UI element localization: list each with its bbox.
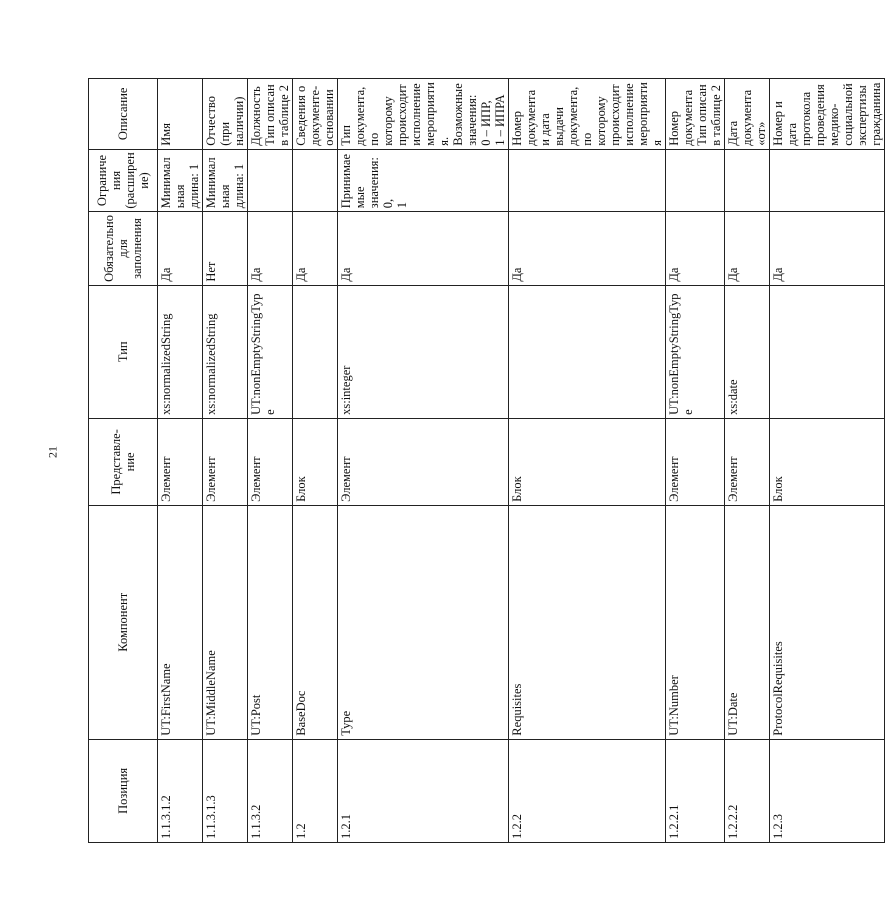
cell-mandatory: Да: [248, 212, 293, 285]
cell-representation: Блок: [509, 418, 666, 505]
cell-description: Дата документа «от»: [725, 79, 770, 150]
cell-position: 1.1.3.2: [248, 739, 293, 842]
cell-description: Отчество (при наличии): [203, 79, 248, 150]
cell-component: UT:Date: [725, 505, 770, 739]
cell-type: [770, 285, 885, 418]
cell-type: [509, 285, 666, 418]
cell-mandatory: Да: [338, 212, 509, 285]
cell-mandatory: Да: [158, 212, 203, 285]
cell-representation: Элемент: [203, 418, 248, 505]
cell-description: Имя: [158, 79, 203, 150]
rotated-table-container: [88, 78, 883, 843]
cell-component: UT:MiddleName: [203, 505, 248, 739]
cell-type: xs:integer: [338, 285, 509, 418]
table-row: [725, 79, 770, 843]
cell-mandatory: Нет: [203, 212, 248, 285]
components-table: [88, 78, 885, 843]
header-restrictions: Ограничения (расширение): [89, 149, 158, 212]
cell-component: UT:FirstName: [158, 505, 203, 739]
cell-mandatory: Да: [725, 212, 770, 285]
header-component: Компонент: [89, 505, 158, 739]
cell-mandatory: Да: [770, 212, 885, 285]
cell-description: Номер и дата протокола проведения медико-социальной экспертизы гражданина: [770, 79, 885, 150]
header-mandatory: Обязательно для заполнения: [89, 212, 158, 285]
cell-type: UT:nonEmptyStringType: [248, 285, 293, 418]
cell-mandatory: Да: [293, 212, 338, 285]
cell-restrictions: [770, 149, 885, 212]
table-row: [203, 79, 248, 843]
cell-representation: Элемент: [248, 418, 293, 505]
table-body: [158, 79, 885, 843]
cell-representation: Элемент: [338, 418, 509, 505]
cell-restrictions: [666, 149, 725, 212]
cell-component: UT:Number: [666, 505, 725, 739]
cell-component: Requisites: [509, 505, 666, 739]
cell-type: [293, 285, 338, 418]
cell-description: Номер документа Тип описан в таблице 2: [666, 79, 725, 150]
cell-mandatory: Да: [509, 212, 666, 285]
cell-representation: Блок: [770, 418, 885, 505]
cell-restrictions: Минимальная длина: 1: [158, 149, 203, 212]
cell-component: UT:Post: [248, 505, 293, 739]
table-row: [666, 79, 725, 843]
table-row: [158, 79, 203, 843]
header-position: Позиция: [89, 739, 158, 842]
table-row: [509, 79, 666, 843]
cell-position: 1.2.2.2: [725, 739, 770, 842]
cell-type: xs:normalizedString: [203, 285, 248, 418]
cell-position: 1.2.2: [509, 739, 666, 842]
cell-representation: Элемент: [666, 418, 725, 505]
cell-description: Должность Тип описан в таблице 2: [248, 79, 293, 150]
cell-type: xs:normalizedString: [158, 285, 203, 418]
table-row: [248, 79, 293, 843]
cell-component: Type: [338, 505, 509, 739]
cell-component: ProtocolRequisites: [770, 505, 885, 739]
cell-description: Тип документа, по которому происходит исполнение мероприятия. Возможные значения: 0 – ИПР, 1 – ИПРА: [338, 79, 509, 150]
cell-restrictions: [725, 149, 770, 212]
table-row: [770, 79, 885, 843]
cell-restrictions: Минимальная длина: 1: [203, 149, 248, 212]
page-number: 21: [45, 446, 60, 458]
cell-position: 1.2.1: [338, 739, 509, 842]
cell-restrictions: Принимаемые значения: 0, 1: [338, 149, 509, 212]
table-row: [338, 79, 509, 843]
cell-mandatory: Да: [666, 212, 725, 285]
cell-description: Сведения о документе-основании: [293, 79, 338, 150]
cell-restrictions: [248, 149, 293, 212]
cell-type: xs:date: [725, 285, 770, 418]
table-row: [293, 79, 338, 843]
cell-type: UT:nonEmptyStringType: [666, 285, 725, 418]
cell-representation: Элемент: [725, 418, 770, 505]
cell-restrictions: [509, 149, 666, 212]
cell-position: 1.2: [293, 739, 338, 842]
cell-representation: Элемент: [158, 418, 203, 505]
header-description: Описание: [89, 79, 158, 150]
header-type: Тип: [89, 285, 158, 418]
cell-restrictions: [293, 149, 338, 212]
cell-position: 1.1.3.1.3: [203, 739, 248, 842]
cell-position: 1.2.2.1: [666, 739, 725, 842]
header-representation: Представле-ние: [89, 418, 158, 505]
cell-component: BaseDoc: [293, 505, 338, 739]
cell-representation: Блок: [293, 418, 338, 505]
table-header-row: [89, 79, 158, 843]
cell-position: 1.2.3: [770, 739, 885, 842]
cell-description: Номер документа и дата выдачи документа, по которому происходит исполнение мероприятия: [509, 79, 666, 150]
cell-position: 1.1.3.1.2: [158, 739, 203, 842]
